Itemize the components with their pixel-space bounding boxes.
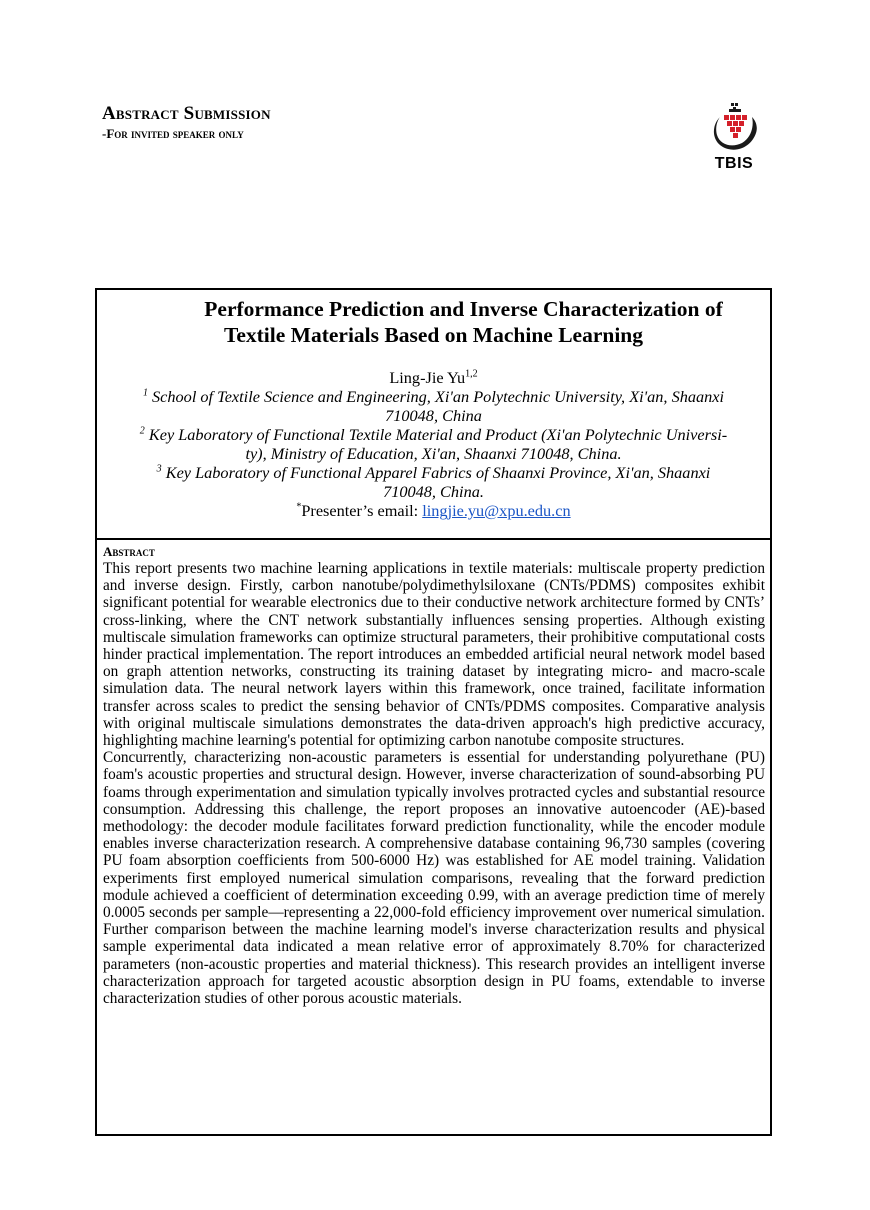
affiliation-2 <box>97 425 770 463</box>
abstract-paragraph-1: This report presents two machine learning applications in textile materials: multiscale property prediction and inverse design. Firstly, carbon nanotube/polydimethylsiloxane (CNTs/PDMS) composites exhibit significant potential for wearable electronics due to their conductive network architecture formed by CNTs’ cross-linking, where the CNT network substantially influences sensing properties. Although existing multiscale simulation frameworks can optimize structural parameters, their prohibitive computational costs hinder practical implementation. The report introduces an embedded artificial neural network model based on graph attention networks, constructing its training dataset by integrating micro- and macro-scale simulation data. The neural network layers within this framework, once trained, facilitate information transfer across scales to predict the sensing behavior of CNTs/PDMS composites. Comparative analysis with original multiscale simulations demonstrates the data-driven approach's high predictive accuracy, highlighting machine learning's potential for optimizing carbon nanotube composite structures. <box>103 560 765 750</box>
submission-header-subtitle: -For invited speaker only <box>102 126 244 141</box>
presenter-email-label: Presenter’s email: <box>301 501 423 520</box>
tbis-logo <box>706 101 762 175</box>
affiliation-3-mark: 3 <box>156 463 162 475</box>
affiliation-3-line-1: Key Laboratory of Functional Apparel Fabrics of Shaanxi Province, Xi'an, Shaanxi <box>165 463 711 482</box>
abstract-box <box>95 536 772 1136</box>
affiliation-3-line-2: 710048, China. <box>383 482 484 501</box>
paper-title <box>97 296 770 348</box>
author-line <box>97 368 770 387</box>
affiliation-1-line-1: School of Textile Science and Engineering, Xi'an Polytechnic University, Xi'an, Shaanxi <box>152 387 725 406</box>
affiliation-1 <box>97 387 770 425</box>
abstract-body <box>103 560 765 1007</box>
tbis-emblem-icon <box>706 101 762 155</box>
title-author-box <box>95 288 772 540</box>
abstract-paragraph-2: Concurrently, characterizing non-acoustic parameters is essential for understanding polyurethane (PU) foam's acoustic properties and structural design. However, inverse characterization of sound-absorbing PU foams through experimentation and simulation typically involves protracted cycles and substantial resource consumption. Addressing this challenge, the report proposes an innovative autoencoder (AE)-based methodology: the decoder module facilitates forward prediction functionality, while the encoder module enables inverse characterization research. A comprehensive database containing 96,730 samples (covering PU foam absorption coefficients from 500-6000 Hz) was established for AE model training. Validation experiments first employed numerical simulation comparisons, revealing that the forward prediction module achieved a coefficient of determination exceeding 0.99, with an average prediction time of merely 0.0005 seconds per sample—representing a 22,000-fold efficiency improvement over numerical simulation. Further comparison between the machine learning model's inverse characterization results and physical sample experimental data indicated a mean relative error of approximately 8.70% for characterized parameters (non-acoustic properties and material thickness). This research provides an intelligent inverse characterization approach for targeted acoustic absorption design in PU foams, extendable to inverse characterization studies of other porous acoustic materials. <box>103 749 765 1008</box>
affiliation-2-line-2: ty), Ministry of Education, Xi'an, Shaanxi 710048, China. <box>245 444 622 463</box>
presenter-email-line <box>97 501 770 520</box>
affiliation-2-line-1: Key Laboratory of Functional Textile Material and Product (Xi'an Polytechnic Universi- <box>148 425 728 444</box>
author-name: Ling-Jie Yu <box>389 368 466 387</box>
presenter-mark: * <box>296 501 302 513</box>
affiliation-1-mark: 1 <box>142 387 148 399</box>
paper-title-line-2: Textile Materials Based on Machine Learning <box>223 323 644 347</box>
presenter-email-link[interactable]: lingjie.yu@xpu.edu.cn <box>422 501 571 520</box>
submission-header-title: Abstract Submission <box>102 103 271 124</box>
author-superscript: 1,2 <box>465 368 478 380</box>
logo-text: TBIS <box>714 155 754 172</box>
abstract-heading: Abstract <box>103 544 155 559</box>
author-block <box>97 368 770 520</box>
affiliation-3 <box>97 463 770 501</box>
paper-title-line-1: Performance Prediction and Inverse Characterization of <box>204 297 723 321</box>
affiliation-1-line-2: 710048, China <box>385 406 482 425</box>
affiliation-2-mark: 2 <box>139 425 145 437</box>
